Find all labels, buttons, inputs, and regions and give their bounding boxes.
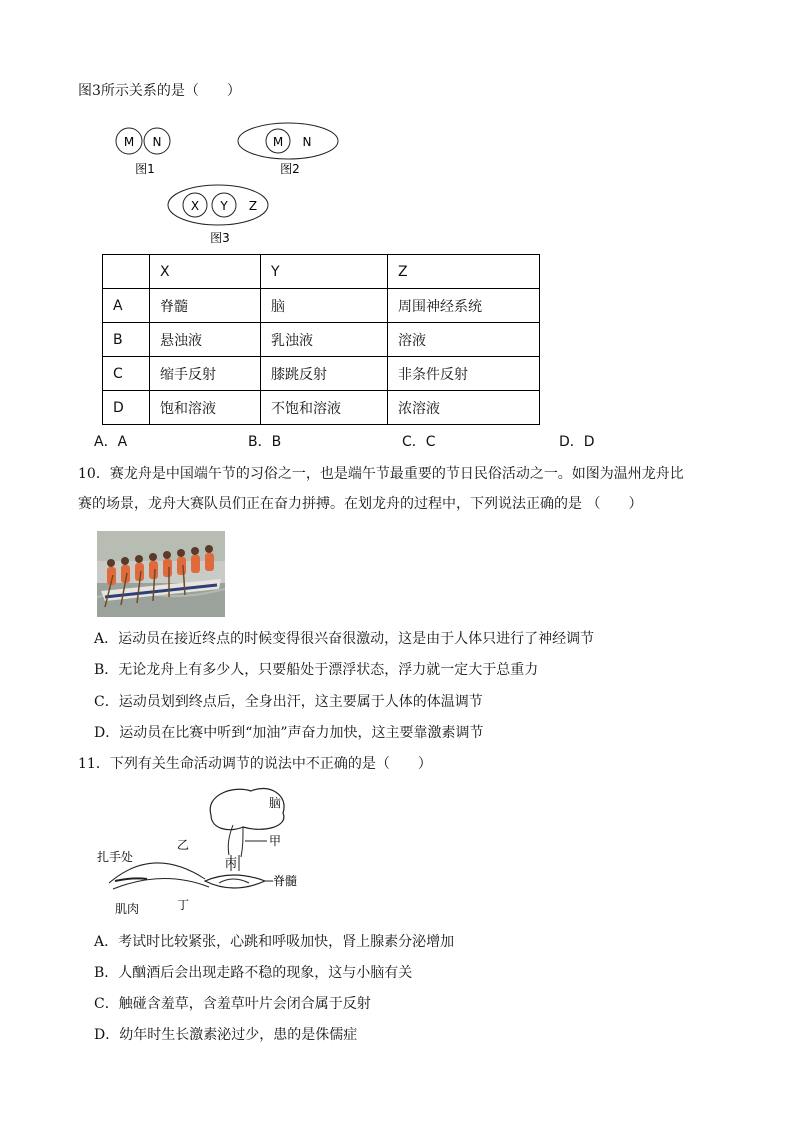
venn-figures — [100, 118, 360, 248]
dragon-boat-photo — [97, 531, 225, 617]
table-header-row — [103, 255, 540, 289]
options-table — [102, 254, 540, 425]
table-header-cell — [103, 255, 150, 289]
q11-option-c: C．触碰含羞草，含羞草叶片会闭合属于反射 — [94, 996, 371, 1012]
figure-2 — [238, 123, 338, 176]
fig2-label-n: N — [302, 135, 312, 149]
fig3-label-z: Z — [248, 199, 258, 213]
table-cell: 不饱和溶液 — [261, 391, 388, 425]
table-cell: C — [103, 357, 150, 391]
table-cell: 悬浊液 — [150, 323, 261, 357]
table-cell: 脑 — [261, 289, 388, 323]
table-cell: 缩手反射 — [150, 357, 261, 391]
fig2-caption: 图2 — [280, 162, 300, 176]
table-row — [103, 357, 540, 391]
q10-stem-line1: 10．赛龙舟是中国端午节的习俗之一，也是端午节最重要的节日民俗活动之一。如图为温州龙舟比 — [78, 466, 684, 482]
fig3-caption: 图3 — [210, 231, 230, 245]
table-cell: 饱和溶液 — [150, 391, 261, 425]
label-yi: 乙 — [177, 838, 190, 852]
fig3-label-x: X — [190, 199, 200, 213]
table-cell: 浓溶液 — [388, 391, 540, 425]
label-muscle: 肌肉 — [115, 902, 140, 916]
q10-option-a: A．运动员在接近终点的时候变得很兴奋很激动，这是由于人体只进行了神经调节 — [94, 631, 595, 647]
table-header-cell: Z — [388, 255, 540, 289]
table-cell: 周围神经系统 — [388, 289, 540, 323]
table-cell: 溶液 — [388, 323, 540, 357]
q10-option-b: B．无论龙舟上有多少人，只要船处于漂浮状态，浮力就一定大于总重力 — [94, 662, 539, 678]
q9-choice-b: B．B — [248, 434, 282, 450]
reflex-arc-figure — [93, 785, 305, 920]
q11-stem: 11．下列有关生命活动调节的说法中不正确的是（ ） — [78, 756, 432, 772]
q11-option-b: B．人酗酒后会出现走路不稳的现象，这与小脑有关 — [94, 965, 413, 981]
fig2-label-m: M — [272, 135, 284, 149]
table-cell: A — [103, 289, 150, 323]
table-cell: D — [103, 391, 150, 425]
label-ding: 丁 — [177, 898, 190, 912]
fig1-label-m: M — [123, 135, 135, 149]
label-bing: 丙 — [225, 856, 238, 870]
label-prick-site: 扎手处 — [97, 850, 134, 864]
table-cell: 乳浊液 — [261, 323, 388, 357]
q10-stem-line2: 赛的场景，龙舟大赛队员们正在奋力拼搏。在划龙舟的过程中，下列说法正确的是 （ ） — [78, 496, 643, 512]
figure-1 — [116, 128, 170, 176]
table-cell: 脊髓 — [150, 289, 261, 323]
table-cell: 膝跳反射 — [261, 357, 388, 391]
fig1-caption: 图1 — [135, 162, 155, 176]
label-brain: 脑 — [269, 796, 282, 810]
label-jia: 甲 — [269, 834, 282, 848]
table-header-cell: X — [150, 255, 261, 289]
q9-choice-d: D．D — [559, 434, 595, 450]
table-row — [103, 289, 540, 323]
table-header-cell: Y — [261, 255, 388, 289]
fig3-label-y: Y — [220, 199, 228, 213]
table-row — [103, 323, 540, 357]
q10-option-d: D．运动员在比赛中听到“加油”声奋力加快，这主要靠激素调节 — [94, 725, 484, 741]
q10-option-c: C．运动员划到终点后，全身出汗，这主要属于人体的体温调节 — [94, 694, 483, 710]
table-cell: B — [103, 323, 150, 357]
q11-option-a: A．考试时比较紧张，心跳和呼吸加快，肾上腺素分泌增加 — [94, 934, 455, 950]
label-spinal-cord: 脊髓 — [273, 874, 298, 888]
q9-choice-c: C．C — [402, 434, 436, 450]
table-cell: 非条件反射 — [388, 357, 540, 391]
fig1-label-n: N — [152, 135, 162, 149]
figure-3 — [168, 185, 268, 245]
q9-stem-tail: 图3所示关系的是（ ） — [78, 83, 241, 99]
q11-option-d: D．幼年时生长激素泌过少，患的是侏儒症 — [94, 1027, 358, 1043]
table-row — [103, 391, 540, 425]
q9-choice-a: A．A — [94, 434, 128, 450]
